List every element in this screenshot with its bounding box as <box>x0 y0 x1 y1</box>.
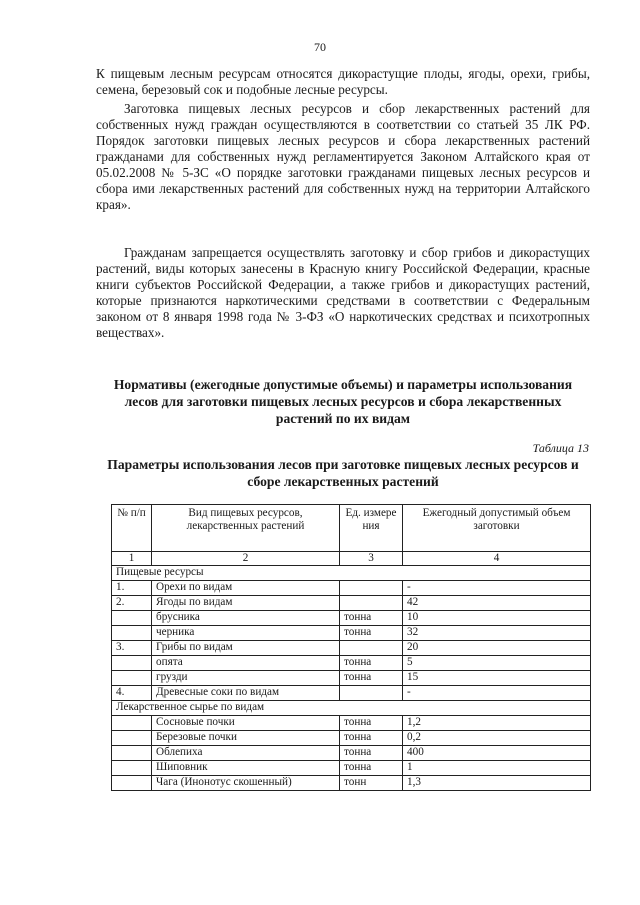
table-row <box>112 731 591 746</box>
resources-table <box>111 504 591 791</box>
row-number <box>112 611 152 626</box>
table-header-row <box>112 505 591 552</box>
unit-cell: тонна <box>340 671 403 686</box>
unit-cell <box>340 641 403 656</box>
resource-name: Чага (Инонотус скошенный) <box>152 776 340 791</box>
unit-cell <box>340 596 403 611</box>
volume-cell: - <box>403 686 591 701</box>
table-row <box>112 671 591 686</box>
row-number <box>112 731 152 746</box>
resource-name: Шиповник <box>152 761 340 776</box>
table-row <box>112 746 591 761</box>
row-number <box>112 716 152 731</box>
resource-name: Сосновые почки <box>152 716 340 731</box>
volume-cell: 15 <box>403 671 591 686</box>
table-body <box>112 566 591 791</box>
resource-name: брусника <box>152 611 340 626</box>
row-number: 1. <box>112 581 152 596</box>
volume-cell: 32 <box>403 626 591 641</box>
section-heading: Нормативы (ежегодные допустимые объемы) и параметры использования лесов для заготовки пищевых лесных ресурсов и сбора лекарственных растений по их видам <box>113 377 573 426</box>
resource-name: Ягоды по видам <box>152 596 340 611</box>
table-row <box>112 716 591 731</box>
page-number: 70 <box>314 40 326 54</box>
row-number: 4. <box>112 686 152 701</box>
row-number <box>112 746 152 761</box>
table-caption: Таблица 13 <box>532 441 589 455</box>
unit-cell: тонна <box>340 611 403 626</box>
table-row <box>112 761 591 776</box>
resource-name: грузди <box>152 671 340 686</box>
table-row <box>112 611 591 626</box>
table-section-row <box>112 566 591 581</box>
table-title: Параметры использования лесов при заготовке пищевых лесных ресурсов и сборе лекарственных растений <box>107 457 579 489</box>
paragraph-3: Гражданам запрещается осуществлять заготовку и сбор грибов и дикорастущих растений, виды которых занесены в Красную книгу Российской Федерации, красные книги субъектов Российской Федерации, а также грибов и дикорастущих растений, которые признаются наркотическими средствами в соответствии с Федеральным законом от 8 января 1998 года № 3-ФЗ «О наркотических средствах и психотропных веществах». <box>96 245 590 340</box>
volume-cell: 1,2 <box>403 716 591 731</box>
unit-cell: тонна <box>340 656 403 671</box>
header-resource-type: Вид пищевых ресурсов, лекарственных растений <box>152 505 340 552</box>
table-row <box>112 686 591 701</box>
resource-name: Березовые почки <box>152 731 340 746</box>
table-row <box>112 581 591 596</box>
column-number: 3 <box>340 552 403 566</box>
unit-cell <box>340 581 403 596</box>
volume-cell: 1 <box>403 761 591 776</box>
volume-cell: - <box>403 581 591 596</box>
section-title: Лекарственное сырье по видам <box>112 701 591 716</box>
table-section-row <box>112 701 591 716</box>
table-row <box>112 596 591 611</box>
unit-cell: тонна <box>340 761 403 776</box>
volume-cell: 0,2 <box>403 731 591 746</box>
row-number: 2. <box>112 596 152 611</box>
row-number <box>112 776 152 791</box>
row-number <box>112 671 152 686</box>
table-row <box>112 641 591 656</box>
column-number: 1 <box>112 552 152 566</box>
row-number: 3. <box>112 641 152 656</box>
unit-cell: тонна <box>340 626 403 641</box>
volume-cell: 400 <box>403 746 591 761</box>
unit-cell: тонна <box>340 731 403 746</box>
paragraph-1: К пищевым лесным ресурсам относятся дикорастущие плоды, ягоды, орехи, грибы, семена, березовый сок и подобные лесные ресурсы. <box>96 66 590 97</box>
table-row <box>112 776 591 791</box>
resource-name: Орехи по видам <box>152 581 340 596</box>
table-row <box>112 626 591 641</box>
row-number <box>112 761 152 776</box>
header-annual-volume: Ежегодный допустимый объем заготовки <box>403 505 591 552</box>
volume-cell: 5 <box>403 656 591 671</box>
table-column-numbers-row <box>112 552 591 566</box>
resource-name: Древесные соки по видам <box>152 686 340 701</box>
table-row <box>112 656 591 671</box>
column-number: 4 <box>403 552 591 566</box>
volume-cell: 10 <box>403 611 591 626</box>
column-number: 2 <box>152 552 340 566</box>
resource-name: опята <box>152 656 340 671</box>
row-number <box>112 626 152 641</box>
volume-cell: 1,3 <box>403 776 591 791</box>
resource-name: черника <box>152 626 340 641</box>
row-number <box>112 656 152 671</box>
header-number: № п/п <box>112 505 152 552</box>
unit-cell: тонн <box>340 776 403 791</box>
header-unit: Ед. измере ния <box>340 505 403 552</box>
paragraph-2: Заготовка пищевых лесных ресурсов и сбор лекарственных растений для собственных нужд граждан осуществляются в соответствии со статьей 35 ЛК РФ. Порядок заготовки пищевых лесных ресурсов и сбора лекарственных растений гражданами для собственных нужд регламентируется Законом Алтайского края от 05.02.2008 № 5-ЗС «О порядке заготовки гражданами пищевых лесных ресурсов и сбора ими лекарственных растений для собственных нужд на территории Алтайского края». <box>96 101 590 212</box>
unit-cell: тонна <box>340 746 403 761</box>
unit-cell: тонна <box>340 716 403 731</box>
section-title: Пищевые ресурсы <box>112 566 591 581</box>
resource-name: Грибы по видам <box>152 641 340 656</box>
unit-cell <box>340 686 403 701</box>
resource-name: Облепиха <box>152 746 340 761</box>
volume-cell: 42 <box>403 596 591 611</box>
volume-cell: 20 <box>403 641 591 656</box>
